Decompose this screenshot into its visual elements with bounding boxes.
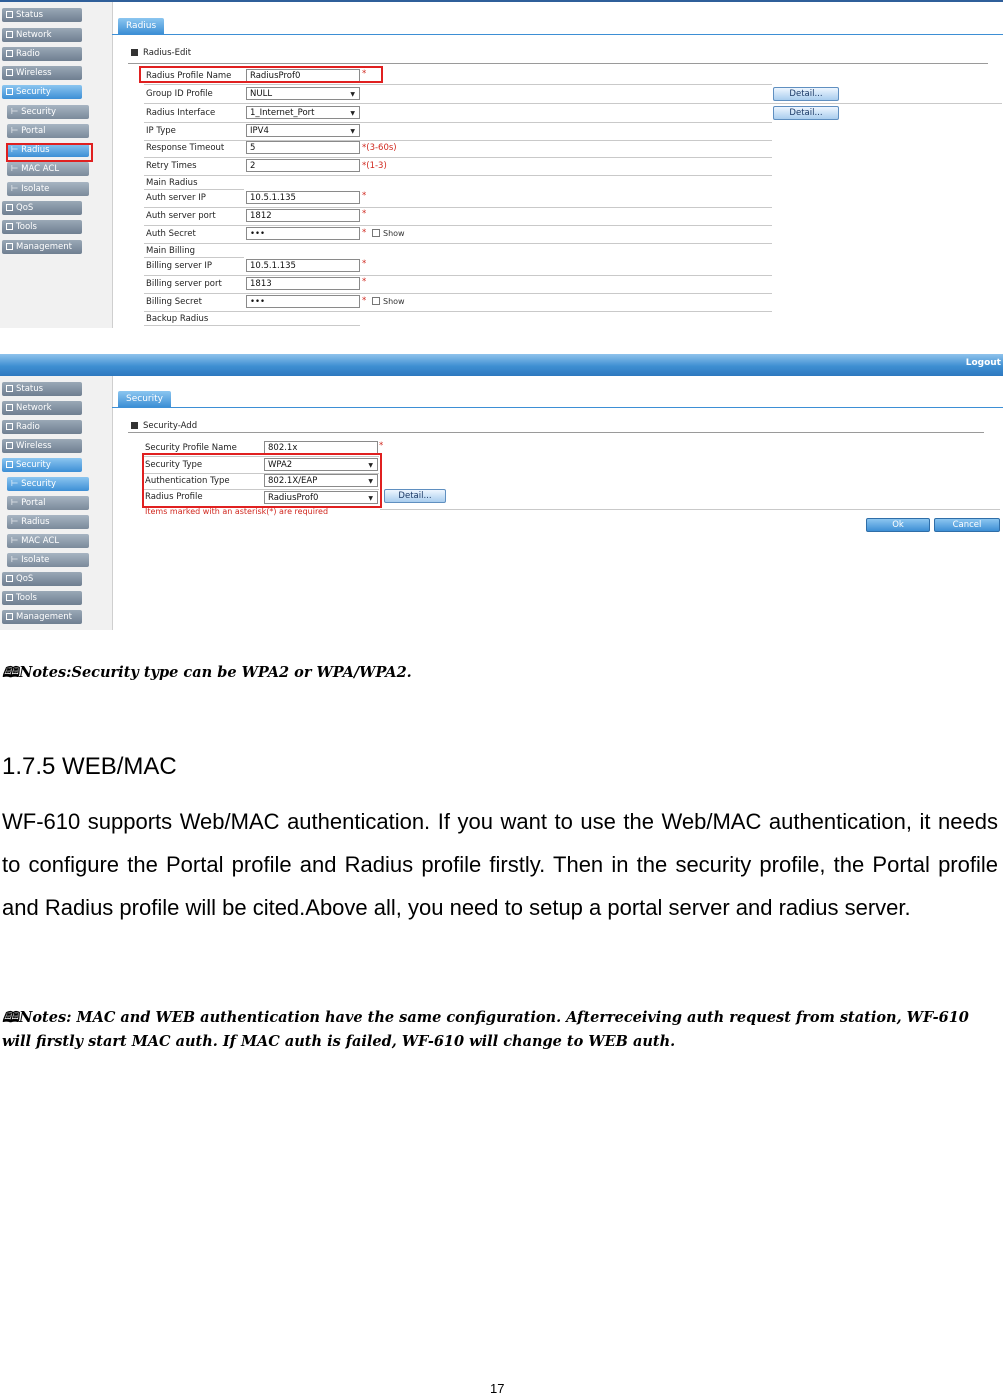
footer-rule — [380, 509, 1000, 510]
book-icon: 🕮 — [2, 664, 20, 681]
nav-label: Isolate — [21, 555, 50, 565]
nav-label: Network — [16, 403, 52, 413]
group-id-profile-select[interactable]: NULL ▼ — [246, 87, 360, 100]
nav-management[interactable] — [2, 610, 82, 624]
required-mark: *(1-3) — [362, 161, 387, 171]
row-divider — [144, 325, 360, 326]
required-mark: * — [362, 69, 367, 79]
required-mark: * — [362, 296, 367, 306]
field-label: Auth Secret — [146, 229, 196, 239]
expand-icon — [6, 385, 13, 392]
required-mark: * — [362, 277, 367, 287]
group-header: Main Radius — [146, 178, 198, 188]
row-divider — [144, 243, 772, 244]
auth-secret-input[interactable]: ••• — [246, 227, 360, 240]
billing-server-ip-input[interactable]: 10.5.1.135 — [246, 259, 360, 272]
tree-branch-icon: ⊢ — [11, 498, 22, 508]
field-label: Response Timeout — [146, 143, 225, 153]
nav-label: Portal — [21, 126, 46, 136]
nav-qos[interactable] — [2, 572, 82, 586]
nav-label: MAC ACL — [21, 164, 60, 174]
field-label: Billing server port — [146, 279, 222, 289]
auth-server-port-input[interactable]: 1812 — [246, 209, 360, 222]
row-divider — [144, 275, 772, 276]
checkbox-icon — [372, 297, 380, 305]
tree-branch-icon: ⊢ — [11, 164, 22, 174]
expand-icon — [6, 11, 13, 18]
nav-management[interactable] — [2, 240, 82, 254]
page-number: 17 — [490, 1381, 505, 1396]
field-label: Security Profile Name — [145, 443, 237, 453]
security-profile-name-input[interactable]: 802.1x — [264, 441, 378, 454]
checkbox-icon — [372, 229, 380, 237]
row-divider — [144, 122, 772, 123]
expand-icon — [6, 594, 13, 601]
field-label: Radius Profile — [145, 492, 203, 502]
highlight-radius-nav — [6, 143, 93, 162]
field-label: Radius Interface — [146, 108, 216, 118]
nav-security[interactable] — [2, 458, 82, 472]
tab-underline — [112, 407, 1003, 408]
nav-label: Wireless — [16, 441, 52, 451]
required-mark: * — [362, 228, 367, 238]
nav-label: Security — [16, 460, 51, 470]
nav-sub-security[interactable] — [7, 105, 89, 119]
tree-branch-icon: ⊢ — [11, 184, 22, 194]
required-mark: *(3-60s) — [362, 143, 397, 153]
expand-icon — [6, 613, 13, 620]
row-divider — [144, 140, 772, 141]
field-label: Security Type — [145, 460, 203, 470]
logout-link[interactable]: Logout — [965, 358, 1001, 368]
field-label: Group ID Profile — [146, 89, 213, 99]
expand-icon — [6, 442, 13, 449]
top-bar — [0, 354, 1003, 376]
show-secret-toggle[interactable] — [372, 297, 405, 306]
required-mark: * — [362, 209, 367, 219]
nav-label: Network — [16, 30, 52, 40]
security-add-screenshot — [0, 354, 1003, 630]
radius-edit-screenshot — [0, 0, 1003, 330]
nav-label: Tools — [16, 593, 37, 603]
nav-sub-radius[interactable] — [7, 515, 89, 529]
nav-sub-portal[interactable] — [7, 496, 89, 510]
row-divider — [144, 157, 772, 158]
field-label: Billing Secret — [146, 297, 202, 307]
group-header: Main Billing — [146, 246, 196, 256]
nav-label: QoS — [16, 574, 34, 584]
nav-label: QoS — [16, 203, 34, 213]
tree-branch-icon: ⊢ — [11, 145, 22, 155]
section-title: Radius-Edit — [131, 48, 191, 58]
ip-type-select[interactable]: IPV4 ▼ — [246, 124, 360, 137]
nav-sub-portal[interactable] — [7, 124, 89, 138]
row-divider — [144, 175, 772, 176]
field-label: Auth server port — [146, 211, 216, 221]
row-divider — [144, 311, 772, 312]
radius-detail-button[interactable]: Detail... — [384, 489, 446, 503]
row-divider — [144, 189, 244, 190]
group-detail-button[interactable]: Detail... — [773, 87, 839, 101]
field-label: Radius Profile Name — [146, 71, 232, 81]
nav-network[interactable] — [2, 28, 82, 42]
nav-label: Radius — [21, 517, 50, 527]
nav-sub-isolate[interactable] — [7, 553, 89, 567]
nav-status[interactable] — [2, 8, 82, 22]
nav-label: Portal — [21, 498, 46, 508]
expand-icon — [6, 243, 13, 250]
ok-button[interactable]: Ok — [866, 518, 930, 532]
book-icon: 🕮 — [2, 1009, 20, 1026]
security-type-select[interactable]: WPA2 ▼ — [264, 458, 378, 471]
nav-label: Radio — [16, 49, 40, 59]
nav-label: Security — [21, 107, 57, 117]
note-text: Notes:Security type can be WPA2 or WPA/WPA2. — [19, 664, 412, 681]
expand-icon — [6, 204, 13, 211]
row-divider — [144, 207, 772, 208]
tree-branch-icon: ⊢ — [11, 555, 22, 565]
nav-label: Security — [21, 479, 57, 489]
nav-label: Tools — [16, 222, 37, 232]
nav-label: Radio — [16, 422, 40, 432]
tab-radius[interactable]: Radius — [118, 18, 164, 34]
nav-radio[interactable] — [2, 420, 82, 434]
nav-tools[interactable] — [2, 220, 82, 234]
interface-detail-button[interactable]: Detail... — [773, 106, 839, 120]
nav-wireless[interactable] — [2, 66, 82, 80]
tree-branch-icon: ⊢ — [11, 126, 22, 136]
response-timeout-input[interactable]: 5 — [246, 141, 360, 154]
row-divider — [144, 84, 772, 85]
authentication-type-select[interactable]: 802.1X/EAP ▼ — [264, 474, 378, 487]
nav-sub-isolate[interactable] — [7, 182, 89, 196]
nav-security[interactable] — [2, 85, 82, 99]
expand-icon — [6, 423, 13, 430]
note-security-type — [2, 662, 412, 687]
nav-label: Status — [16, 384, 44, 394]
required-note: Items marked with an asterisk(*) are required — [145, 507, 329, 516]
collapse-icon — [6, 88, 13, 95]
sidebar — [0, 2, 113, 328]
retry-times-input[interactable]: 2 — [246, 159, 360, 172]
radius-profile-name-input[interactable]: RadiusProf0 — [246, 69, 360, 82]
row-divider — [144, 103, 1002, 104]
row-divider — [144, 257, 244, 258]
expand-icon — [6, 69, 13, 76]
nav-wireless[interactable] — [2, 439, 82, 453]
nav-label: Isolate — [21, 184, 50, 194]
collapse-icon — [6, 461, 13, 468]
billing-secret-input[interactable]: ••• — [246, 295, 360, 308]
nav-network[interactable] — [2, 401, 82, 415]
billing-server-port-input[interactable]: 1813 — [246, 277, 360, 290]
tree-branch-icon: ⊢ — [11, 536, 22, 546]
note-text: Notes: MAC and WEB authentication have the same configuration. Afterreceiving auth request from station, WF-610 will firstly start MAC auth. If MAC auth is failed, WF-610 will change to WEB auth. — [2, 1009, 969, 1050]
section-rule — [128, 432, 984, 433]
body-paragraph: WF-610 supports Web/MAC authentication. If you want to use the Web/MAC authentication, it needs to configure the Portal profile and Radius profile firstly. Then in the security profile, the Portal profile and Radius profile will be cited.Above all, you need to setup a portal server and radius server. — [2, 809, 998, 920]
expand-icon — [6, 404, 13, 411]
auth-server-ip-input[interactable]: 10.5.1.135 — [246, 191, 360, 204]
field-label: Auth server IP — [146, 193, 206, 203]
nav-status[interactable] — [2, 382, 82, 396]
tab-underline — [112, 34, 1003, 35]
tree-branch-icon: ⊢ — [11, 517, 22, 527]
tab-security[interactable]: Security — [118, 391, 171, 407]
nav-label: Security — [16, 87, 51, 97]
cancel-button[interactable]: Cancel — [934, 518, 1000, 532]
required-mark: * — [362, 259, 367, 269]
show-secret-toggle[interactable] — [372, 229, 405, 238]
radius-interface-select[interactable]: 1_Internet_Port ▼ — [246, 106, 360, 119]
nav-sub-mac-acl[interactable] — [7, 534, 89, 548]
nav-sub-mac-acl[interactable] — [7, 162, 89, 176]
group-header: Backup Radius — [146, 314, 209, 324]
section-title: Security-Add — [131, 421, 197, 431]
nav-radio[interactable] — [2, 47, 82, 61]
field-label: Authentication Type — [145, 476, 230, 486]
nav-label: Management — [16, 612, 72, 622]
row-divider — [144, 293, 772, 294]
show-label: Show — [383, 229, 405, 238]
tree-branch-icon: ⊢ — [11, 479, 22, 489]
field-label: Billing server IP — [146, 261, 213, 271]
expand-icon — [6, 575, 13, 582]
nav-tools[interactable] — [2, 591, 82, 605]
sidebar — [0, 376, 113, 630]
radius-profile-select[interactable]: RadiusProf0 ▼ — [264, 491, 378, 504]
highlight-profile-name — [139, 66, 383, 83]
note-web-mac — [2, 1006, 1000, 1054]
section-rule — [128, 63, 988, 64]
section-heading: 1.7.5 WEB/MAC — [2, 753, 177, 780]
required-mark: * — [362, 191, 367, 201]
nav-label: Management — [16, 242, 72, 252]
expand-icon — [6, 31, 13, 38]
nav-label: MAC ACL — [21, 536, 60, 546]
field-label: Retry Times — [146, 161, 197, 171]
expand-icon — [6, 223, 13, 230]
show-label: Show — [383, 297, 405, 306]
nav-label: Status — [16, 10, 44, 20]
nav-sub-security[interactable] — [7, 477, 89, 491]
nav-label: Radius — [21, 145, 50, 155]
tree-branch-icon: ⊢ — [11, 107, 22, 117]
row-divider — [144, 225, 772, 226]
field-label: IP Type — [146, 126, 176, 136]
nav-qos[interactable] — [2, 201, 82, 215]
nav-label: Wireless — [16, 68, 52, 78]
required-mark: * — [379, 441, 384, 451]
expand-icon — [6, 50, 13, 57]
highlight-security-fields — [142, 453, 382, 508]
